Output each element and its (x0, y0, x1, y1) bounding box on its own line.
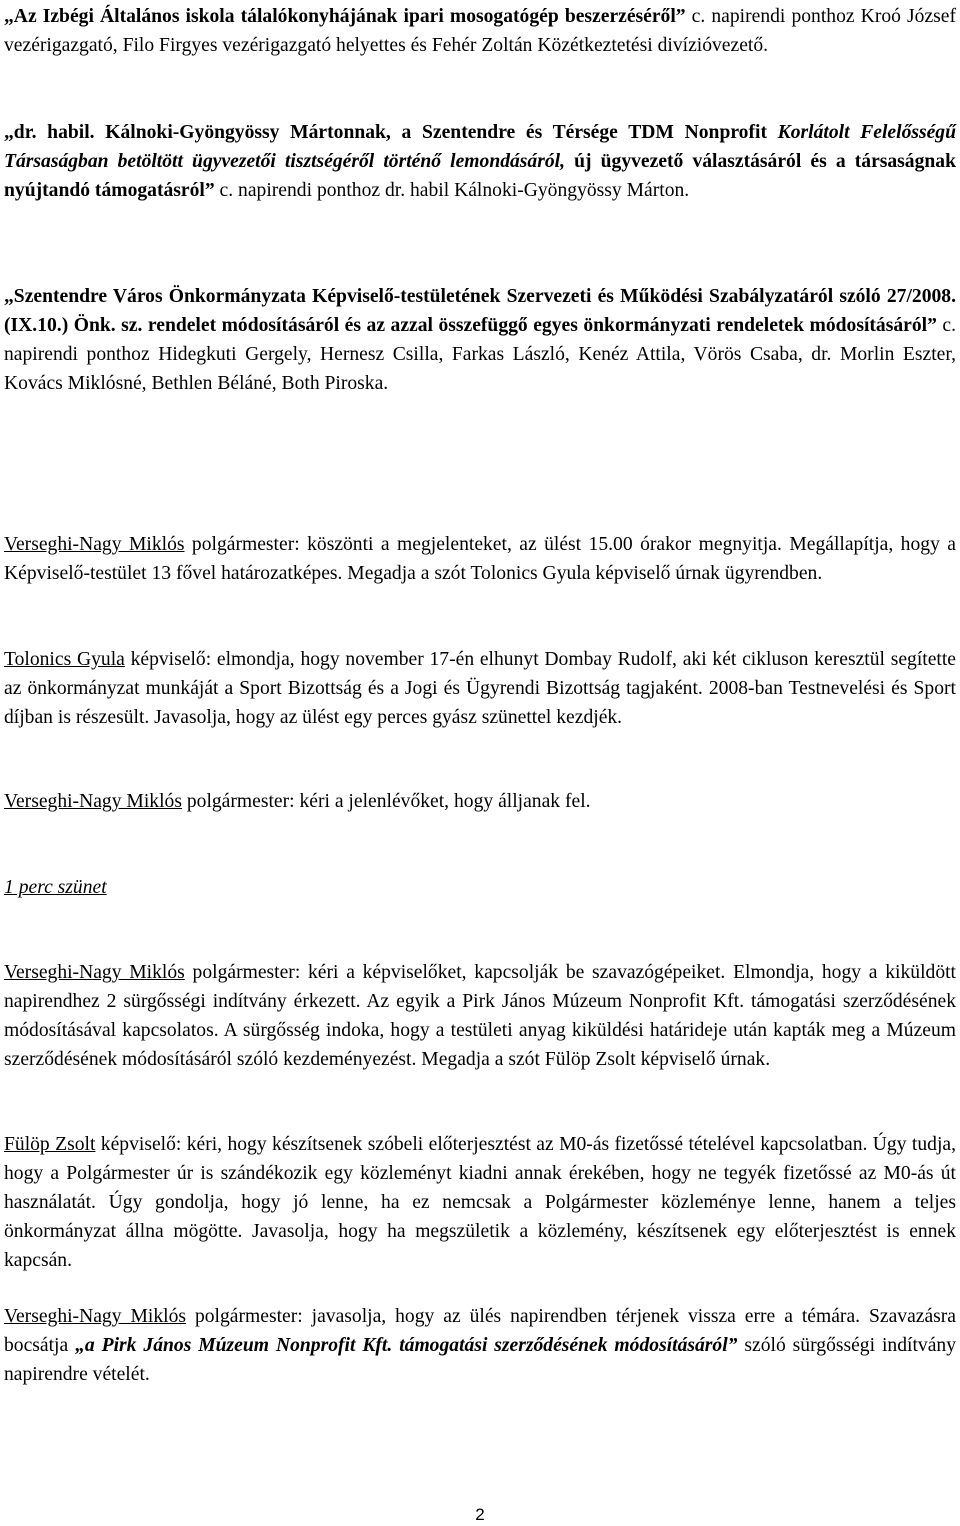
minutes-paragraph (4, 1302, 956, 1389)
motion-title: „a Pirk János Múzeum Nonprofit Kft. támogatási szerződésének módosításáról” (75, 1335, 738, 1356)
agenda-item-title: „dr. habil. Kálnoki-Gyöngyössy Mártonnak, a Szentendre és Térsége TDM Nonprofit (4, 122, 778, 143)
speaker-name: Tolonics Gyula (4, 649, 125, 670)
speaker-name: Verseghi-Nagy Miklós (4, 962, 185, 983)
speech-text: polgármester: kéri a képviselőket, kapcsolják be szavazógépeiket. Elmondja, hogy a kiküldött napirendhez 2 sürgősségi indítvány érkezett. Az egyik a Pirk János Múzeum Nonprofit Kft. támogatási szerződésének módosításával kapcsolatos. A sürgősség indoka, hogy a testületi anyag kiküldési határideje után kapták meg a Múzeum szerződésének módosításáról szóló kezdeményezést. Megadja a szót Fülöp Zsolt képviselő úrnak. (4, 962, 957, 1070)
speech-text: szóló sürgősségi indítvány napirendre vételét. (4, 1335, 956, 1385)
minutes-paragraph (4, 1130, 956, 1275)
page-number: 2 (475, 1505, 485, 1524)
minutes-heading (4, 873, 956, 902)
agenda-item (4, 118, 956, 205)
speech-text: polgármester: javasolja, hogy az ülés napirendben térjenek vissza erre a témára. Szavazásra bocsátja (4, 1306, 957, 1356)
speaker-name: Verseghi-Nagy Miklós (4, 1306, 187, 1327)
speech-text: polgármester: köszönti a megjelenteket, az ülést 15.00 órakor megnyitja. Megállapítja, hogy a Képviselő-testület 13 fővel határozatképes. Megadja a szót Tolonics Gyula képviselő úrnak ügyrendben. (4, 534, 957, 584)
agenda-item (4, 282, 956, 398)
agenda-item-presenters: c. napirendi ponthoz Hidegkuti Gergely, Hernesz Csilla, Farkas László, Kenéz Attila, Vörös Csaba, dr. Morlin Eszter, Kovács Miklósné, Bethlen Béláné, Both Piroska. (4, 315, 956, 394)
document-page (4, 0, 956, 1526)
speech-text: képviselő: kéri, hogy készítsenek szóbeli előterjesztést az M0-ás fizetőssé tételével kapcsolatban. Úgy tudja, hogy a Polgármester úr is szándékozik egy közleményt kiadni annak érekében, hogy ne tegyék fizetőssé az M0-ás út használatát. Úgy gondolja, hogy jó lenne, ha ez nemcsak a Polgármester közleménye lenne, hanem a teljes önkormányzat állna mögötte. Javasolja, hogy ha megszületik a közlemény, készítsenek egy előterjesztést is ennek kapcsán. (4, 1134, 956, 1271)
agenda-item-presenters: c. napirendi ponthoz Kroó József vezérigazgató, Filo Firgyes vezérigazgató helyettes és Fehér Zoltán Közétkeztetési divízióvezető. (4, 6, 956, 56)
minutes-paragraph (4, 958, 956, 1074)
speech-text: polgármester: kéri a jelenlévőket, hogy álljanak fel. (181, 791, 591, 812)
agenda-item-title: új ügyvezető választásáról és a társaságnak nyújtandó támogatásról” (4, 151, 956, 201)
agenda-item-title: „Az Izbégi Általános iskola tálalókonyhájának ipari mosogatógép beszerzéséről” (4, 6, 686, 27)
speaker-name: Verseghi-Nagy Miklós (4, 534, 185, 555)
minutes-paragraph (4, 530, 956, 588)
speech-text: képviselő: elmondja, hogy november 17-én elhunyt Dombay Rudolf, aki két cikluson keresztül segítette az önkormányzat munkáját a Sport Bizottság és a Jogi és Ügyrendi Bizottság tagjaként. 2008-ban Testnevelési és Sport díjban is részesült. Javasolja, hogy az ülést egy perces gyász szünettel kezdjék. (4, 649, 957, 728)
minutes-paragraph (4, 787, 956, 816)
agenda-item-presenters: c. napirendi ponthoz dr. habil Kálnoki-Gyöngyössy Márton. (214, 180, 690, 201)
agenda-item-title-italic: Korlátolt Felelősségű Társaságban betöltött ügyvezetői tisztségéről történő lemondásáról, (4, 122, 957, 172)
speaker-name: Verseghi-Nagy Miklós (4, 791, 182, 812)
speaker-name: Fülöp Zsolt (4, 1134, 96, 1155)
minutes-paragraph (4, 645, 956, 732)
pause-heading: 1 perc szünet (4, 877, 107, 898)
agenda-item-title: „Szentendre Város Önkormányzata Képviselő-testületének Szervezeti és Működési Szabályzatáról szóló 27/2008. (IX.10.) Önk. sz. rendelet módosításáról és az azzal összefüggő egyes önkormányzati rendeletek módosításáról” (4, 286, 956, 336)
agenda-item (4, 2, 956, 60)
